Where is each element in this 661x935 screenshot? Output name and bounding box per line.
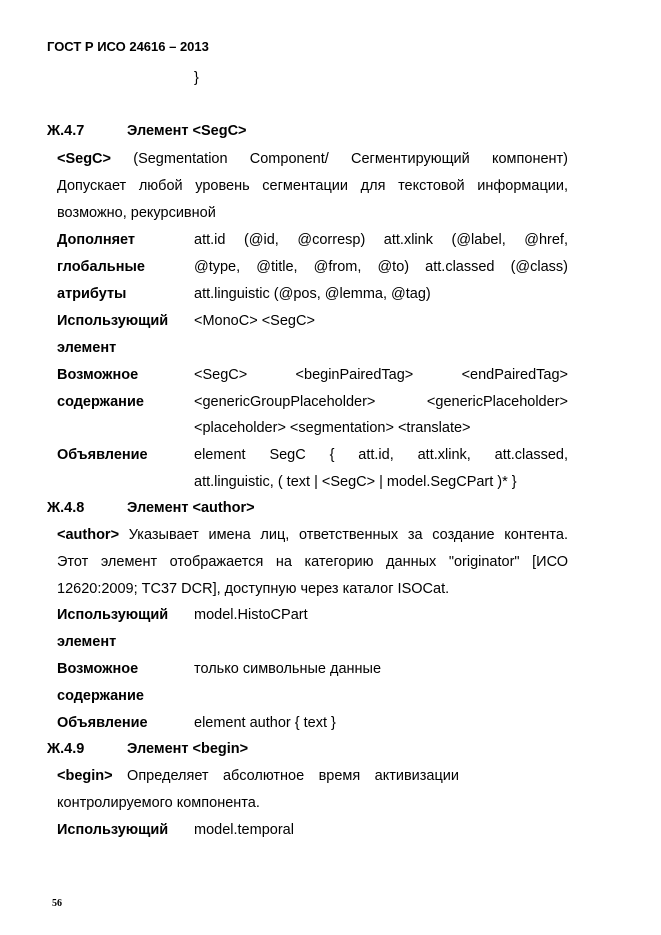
- author-used-label-1: Использующий: [57, 607, 169, 623]
- closing-brace: }: [194, 70, 199, 86]
- section-title-4-7: Элемент <SegC>: [127, 123, 247, 139]
- segc-content-value-3: <placeholder> <segmentation> <translate>: [194, 420, 471, 436]
- segc-content-label-2: содержание: [57, 394, 144, 410]
- begin-used-value: model.temporal: [194, 822, 294, 838]
- segc-used-label-1: Использующий: [57, 313, 169, 329]
- section-number-4-9: Ж.4.9: [47, 741, 85, 757]
- segc-attrs-label-3: атрибуты: [57, 286, 127, 302]
- segc-used-value: <MonoC> <SegC>: [194, 313, 315, 329]
- begin-description-line-1: <begin> Определяет абсолютное время активизации: [57, 768, 460, 784]
- segc-description-line-2: Допускает любой уровень сегментации для текстовой информации,: [57, 178, 568, 194]
- segc-attrs-label-2: глобальные: [57, 259, 145, 275]
- segc-content-value-1: <SegC> <beginPairedTag> <endPairedTag>: [194, 367, 568, 383]
- author-description-line-2: Этот элемент отображается на категорию данных "originator" [ИСО: [57, 554, 568, 570]
- segc-content-value-2: <genericGroupPlaceholder> <genericPlaceholder>: [194, 394, 568, 410]
- author-decl-value: element author { text }: [194, 715, 336, 731]
- segc-description-line-3: возможно, рекурсивной: [57, 205, 216, 221]
- section-title-4-8: Элемент <author>: [127, 500, 255, 516]
- author-tag: <author>: [57, 527, 120, 543]
- segc-attrs-value-1: att.id (@id, @corresp) att.xlink (@label, @href,: [194, 232, 568, 248]
- begin-used-label: Использующий: [57, 822, 169, 838]
- begin-description-line-2: контролируемого компонента.: [57, 795, 260, 811]
- author-decl-label: Объявление: [57, 715, 148, 731]
- section-title-4-9: Элемент <begin>: [127, 741, 249, 757]
- section-number-4-8: Ж.4.8: [47, 500, 85, 516]
- author-used-label-2: элемент: [57, 634, 117, 650]
- begin-tag: <begin>: [57, 768, 113, 784]
- segc-attrs-label-1: Дополняет: [57, 232, 136, 248]
- author-content-label-1: Возможное: [57, 661, 139, 677]
- author-content-value: только символьные данные: [194, 661, 382, 677]
- segc-description-line-1: <SegC> (Segmentation Component/ Сегментирующий компонент): [57, 151, 568, 167]
- author-content-label-2: содержание: [57, 688, 144, 704]
- author-used-value: model.HistoCPart: [194, 607, 308, 623]
- page-number: 56: [52, 898, 62, 909]
- segc-attrs-value-3: att.linguistic (@pos, @lemma, @tag): [194, 286, 431, 302]
- document-header: ГОСТ Р ИСО 24616 – 2013: [47, 39, 209, 54]
- segc-tag: <SegC>: [57, 151, 111, 167]
- segc-used-label-2: элемент: [57, 340, 117, 356]
- segc-decl-label: Объявление: [57, 447, 148, 463]
- segc-decl-value-1: element SegC { att.id, att.xlink, att.classed,: [194, 447, 568, 463]
- author-description-line-1: <author> Указывает имена лиц, ответственных за создание контента.: [57, 527, 568, 543]
- segc-attrs-value-2: @type, @title, @from, @to) att.classed (@class): [194, 259, 568, 275]
- segc-decl-value-2: att.linguistic, ( text | <SegC> | model.SegCPart )* }: [194, 474, 517, 490]
- segc-content-label-1: Возможное: [57, 367, 139, 383]
- author-description-line-3: 12620:2009; ТС37 DCR], доступную через каталог ISOCat.: [57, 581, 450, 597]
- section-number-4-7: Ж.4.7: [47, 123, 85, 139]
